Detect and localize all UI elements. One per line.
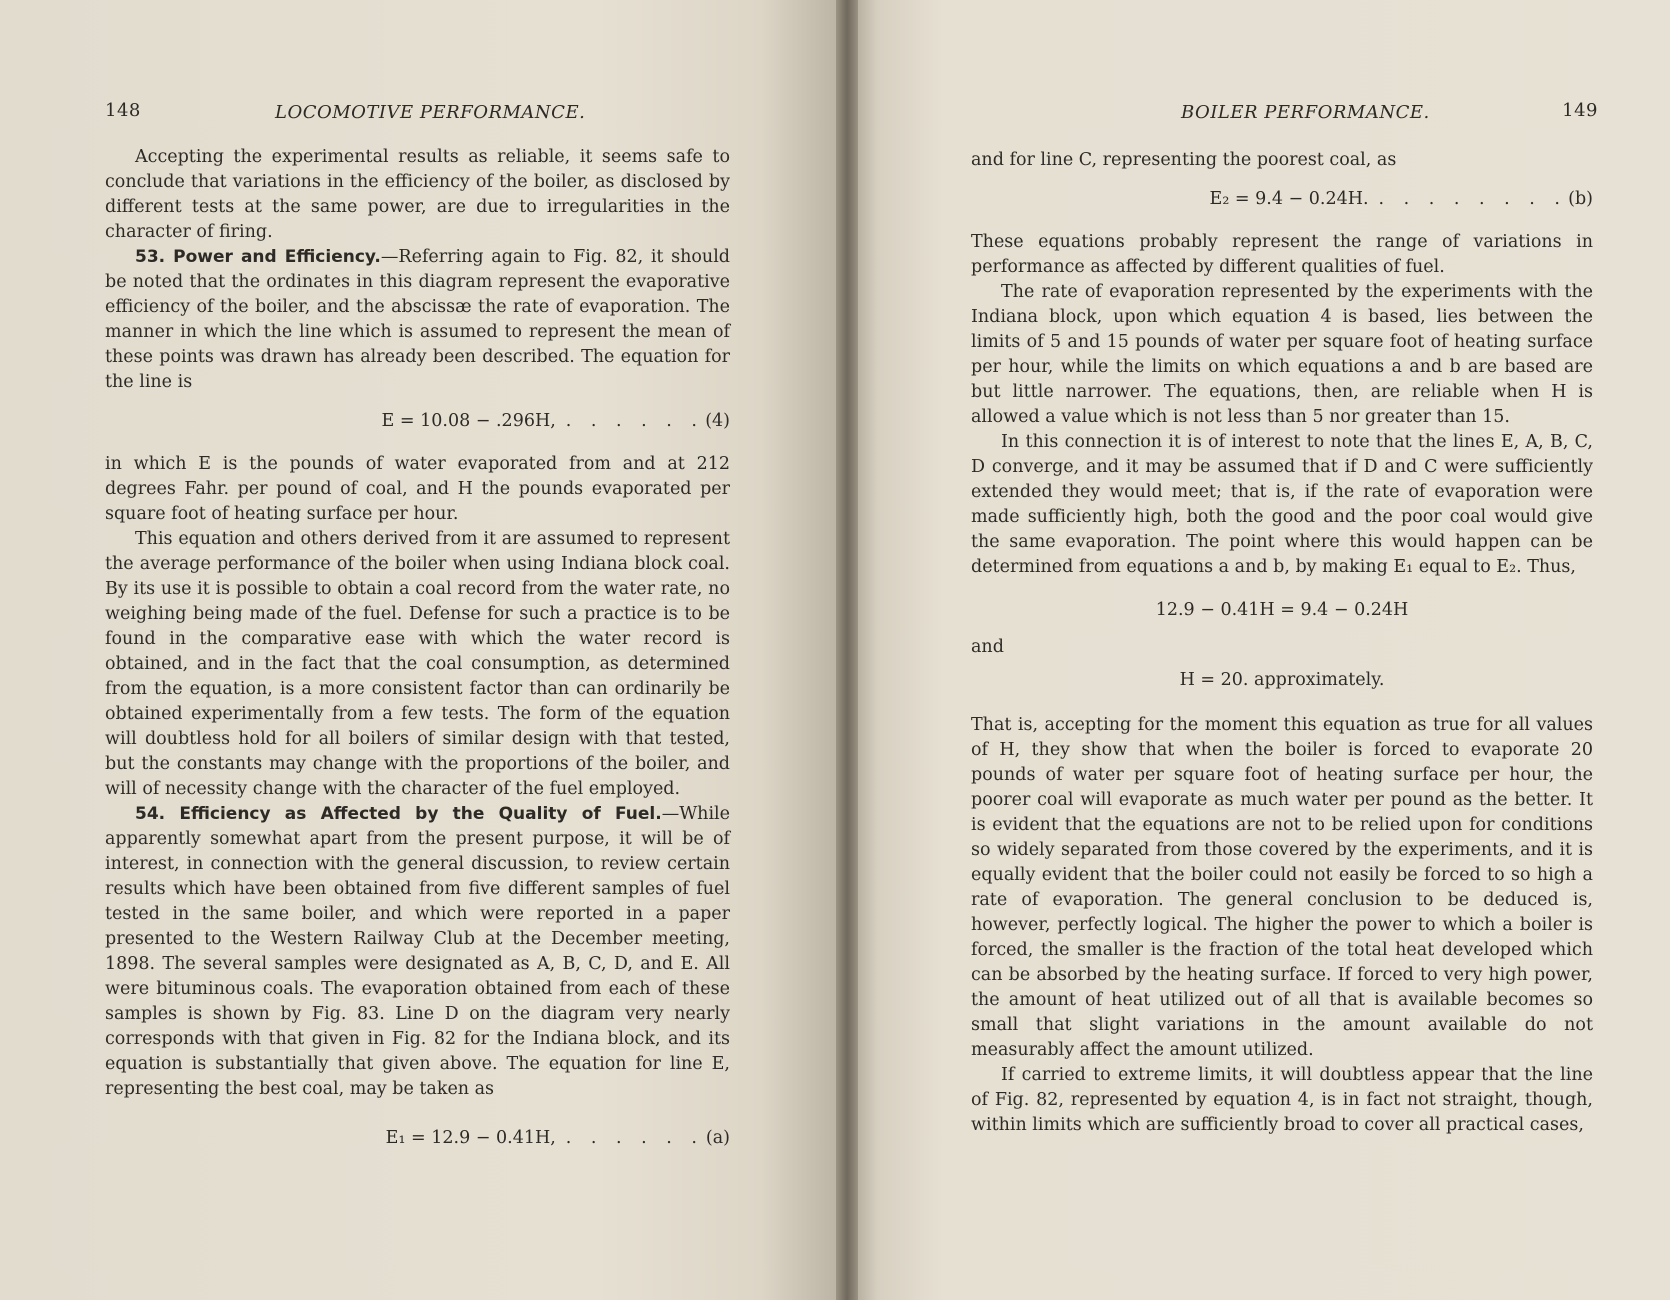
- section-54-text: —While apparently somewhat apart from the present purpose, it will be of interest, in connection with the general discussion, to review certain results which have been obtained from five different samples of fuel tested in the same boiler, and which were reported in a paper presented to the Western Railway Club at the December meeting, 1898. The several samples were designated as A, B, C, D, and E. All were bituminous coals. The evaporation obtained from each of these samples is shown by Fig. 83. Line D on the diagram very nearly corresponds with that given in Fig. 82 for the Indiana block, and its equation is substantially that given above. The equation for line E, representing the best coal, may be taken as: [105, 804, 730, 1099]
- equation-4-tag: (4): [705, 411, 730, 431]
- equation-a-tag: (a): [705, 1128, 730, 1148]
- paragraph: In this connection it is of interest to note that the lines E, A, B, C, D converge, and it may be assumed that if D and C were sufficiently extended they would meet; that is, if the rate of evaporation were made sufficiently high, both the good and the poor coal would give the same evaporation. The point where this would happen can be determined from equations a and b, by making E₁ equal to E₂. Thus,: [971, 432, 1593, 577]
- equation-intersection: 12.9 − 0.41H = 9.4 − 0.24H: [1155, 600, 1409, 620]
- paragraph-section-54: [105, 802, 730, 1102]
- left-page-number: 148: [105, 100, 141, 121]
- right-page: [845, 0, 1670, 1300]
- equation-4-body: E = 10.08 − .296H,: [381, 411, 556, 431]
- right-page-body: [971, 148, 1593, 1138]
- equation-b-tag: (b): [1568, 189, 1593, 209]
- paragraph: Accepting the experimental results as reliable, it seems safe to conclude that variations in the efficiency of the boiler, as disclosed by different tests at the same power, are due to irregularities in the character of firing.: [105, 147, 730, 242]
- paragraph: If carried to extreme limits, it will doubtless appear that the line of Fig. 82, represented by equation 4, is in fact not straight, though, within limits which are sufficiently broad to cover all practical cases,: [971, 1065, 1593, 1135]
- paragraph: These equations probably represent the range of variations in performance as affected by different qualities of fuel.: [971, 232, 1593, 277]
- left-running-title: LOCOMOTIVE PERFORMANCE.: [275, 102, 586, 123]
- equation-a: E₁ = 12.9 − 0.41H, . . . . . . (a): [105, 1126, 730, 1151]
- and-word: and: [971, 637, 1004, 657]
- left-page-body: [105, 145, 730, 1169]
- paragraph: This equation and others derived from it are assumed to represent the average performance of the boiler when using Indiana block coal. By its use it is possible to obtain a coal record from the water rate, no weighing being made of the fuel. Defense for such a practice is to be found in the comparative ease with which the water record is obtained, and in the fact that the coal consumption, as determined from the equation, is a more consistent factor than can ordinarily be obtained experimentally from a few tests. The form of the equation will doubtless hold for all boilers of similar design with that tested, but the constants may change with the proportions of the boiler, and will of necessity change with the character of the fuel employed.: [105, 529, 730, 799]
- right-page-number: 149: [1562, 100, 1598, 121]
- equation-b-body: E₂ = 9.4 − 0.24H.: [1209, 189, 1369, 209]
- equation-a-body: E₁ = 12.9 − 0.41H,: [385, 1128, 556, 1148]
- book-gutter: [836, 0, 858, 1300]
- paragraph: in which E is the pounds of water evaporated from and at 212 degrees Fahr. per pound of coal, and H the pounds evaporated per square foot of heating surface per hour.: [105, 454, 730, 524]
- paragraph-section-53: [105, 245, 730, 395]
- equation-b: E₂ = 9.4 − 0.24H. . . . . . . . .(b): [971, 187, 1593, 212]
- section-heading-53: 53. Power and Efficiency.: [135, 247, 381, 267]
- right-running-title: BOILER PERFORMANCE.: [1181, 102, 1430, 123]
- section-heading-54: 54. Efficiency as Affected by the Quality of Fuel.: [135, 804, 662, 824]
- section-53-text: —Referring again to Fig. 82, it should be noted that the ordinates in this diagram represent the evaporative efficiency of the boiler, and the abscissæ the rate of evaporation. The manner in which the line which is assumed to represent the mean of these points was drawn has already been described. The equation for the line is: [105, 247, 730, 392]
- paragraph: The rate of evaporation represented by the experiments with the Indiana block, upon which equation 4 is based, lies between the limits of 5 and 15 pounds of water per square foot of heating surface per hour, while the limits on which equations a and b are based are but little narrower. The equations, then, are reliable when H is allowed a value which is not less than 5 nor greater than 15.: [971, 282, 1593, 427]
- equation-h-value: H = 20. approximately.: [1179, 670, 1385, 690]
- right-page-header: [971, 100, 1596, 130]
- left-page-header: [105, 100, 730, 130]
- paragraph: That is, accepting for the moment this equation as true for all values of H, they show that when the boiler is forced to evaporate 20 pounds of water per square foot of heating surface per hour, the poorer coal will evaporate as much water per pound as the better. It is evident that the equations are not to be relied upon for conditions so widely separated from those covered by the experiments, and it is equally evident that the boiler could not easily be forced to so high a rate of evaporation. The general conclusion to be deduced is, however, perfectly logical. The higher the power to which a boiler is forced, the smaller is the fraction of the total heat developed which can be absorbed by the heating surface. If forced to very high power, the amount of heat utilized out of all that is available becomes so small that slight variations in the amount available do not measurably affect the amount utilized.: [971, 715, 1593, 1060]
- paragraph: and for line C, representing the poorest coal, as: [971, 150, 1397, 170]
- equation-4: E = 10.08 − .296H, . . . . . .(4): [105, 409, 730, 434]
